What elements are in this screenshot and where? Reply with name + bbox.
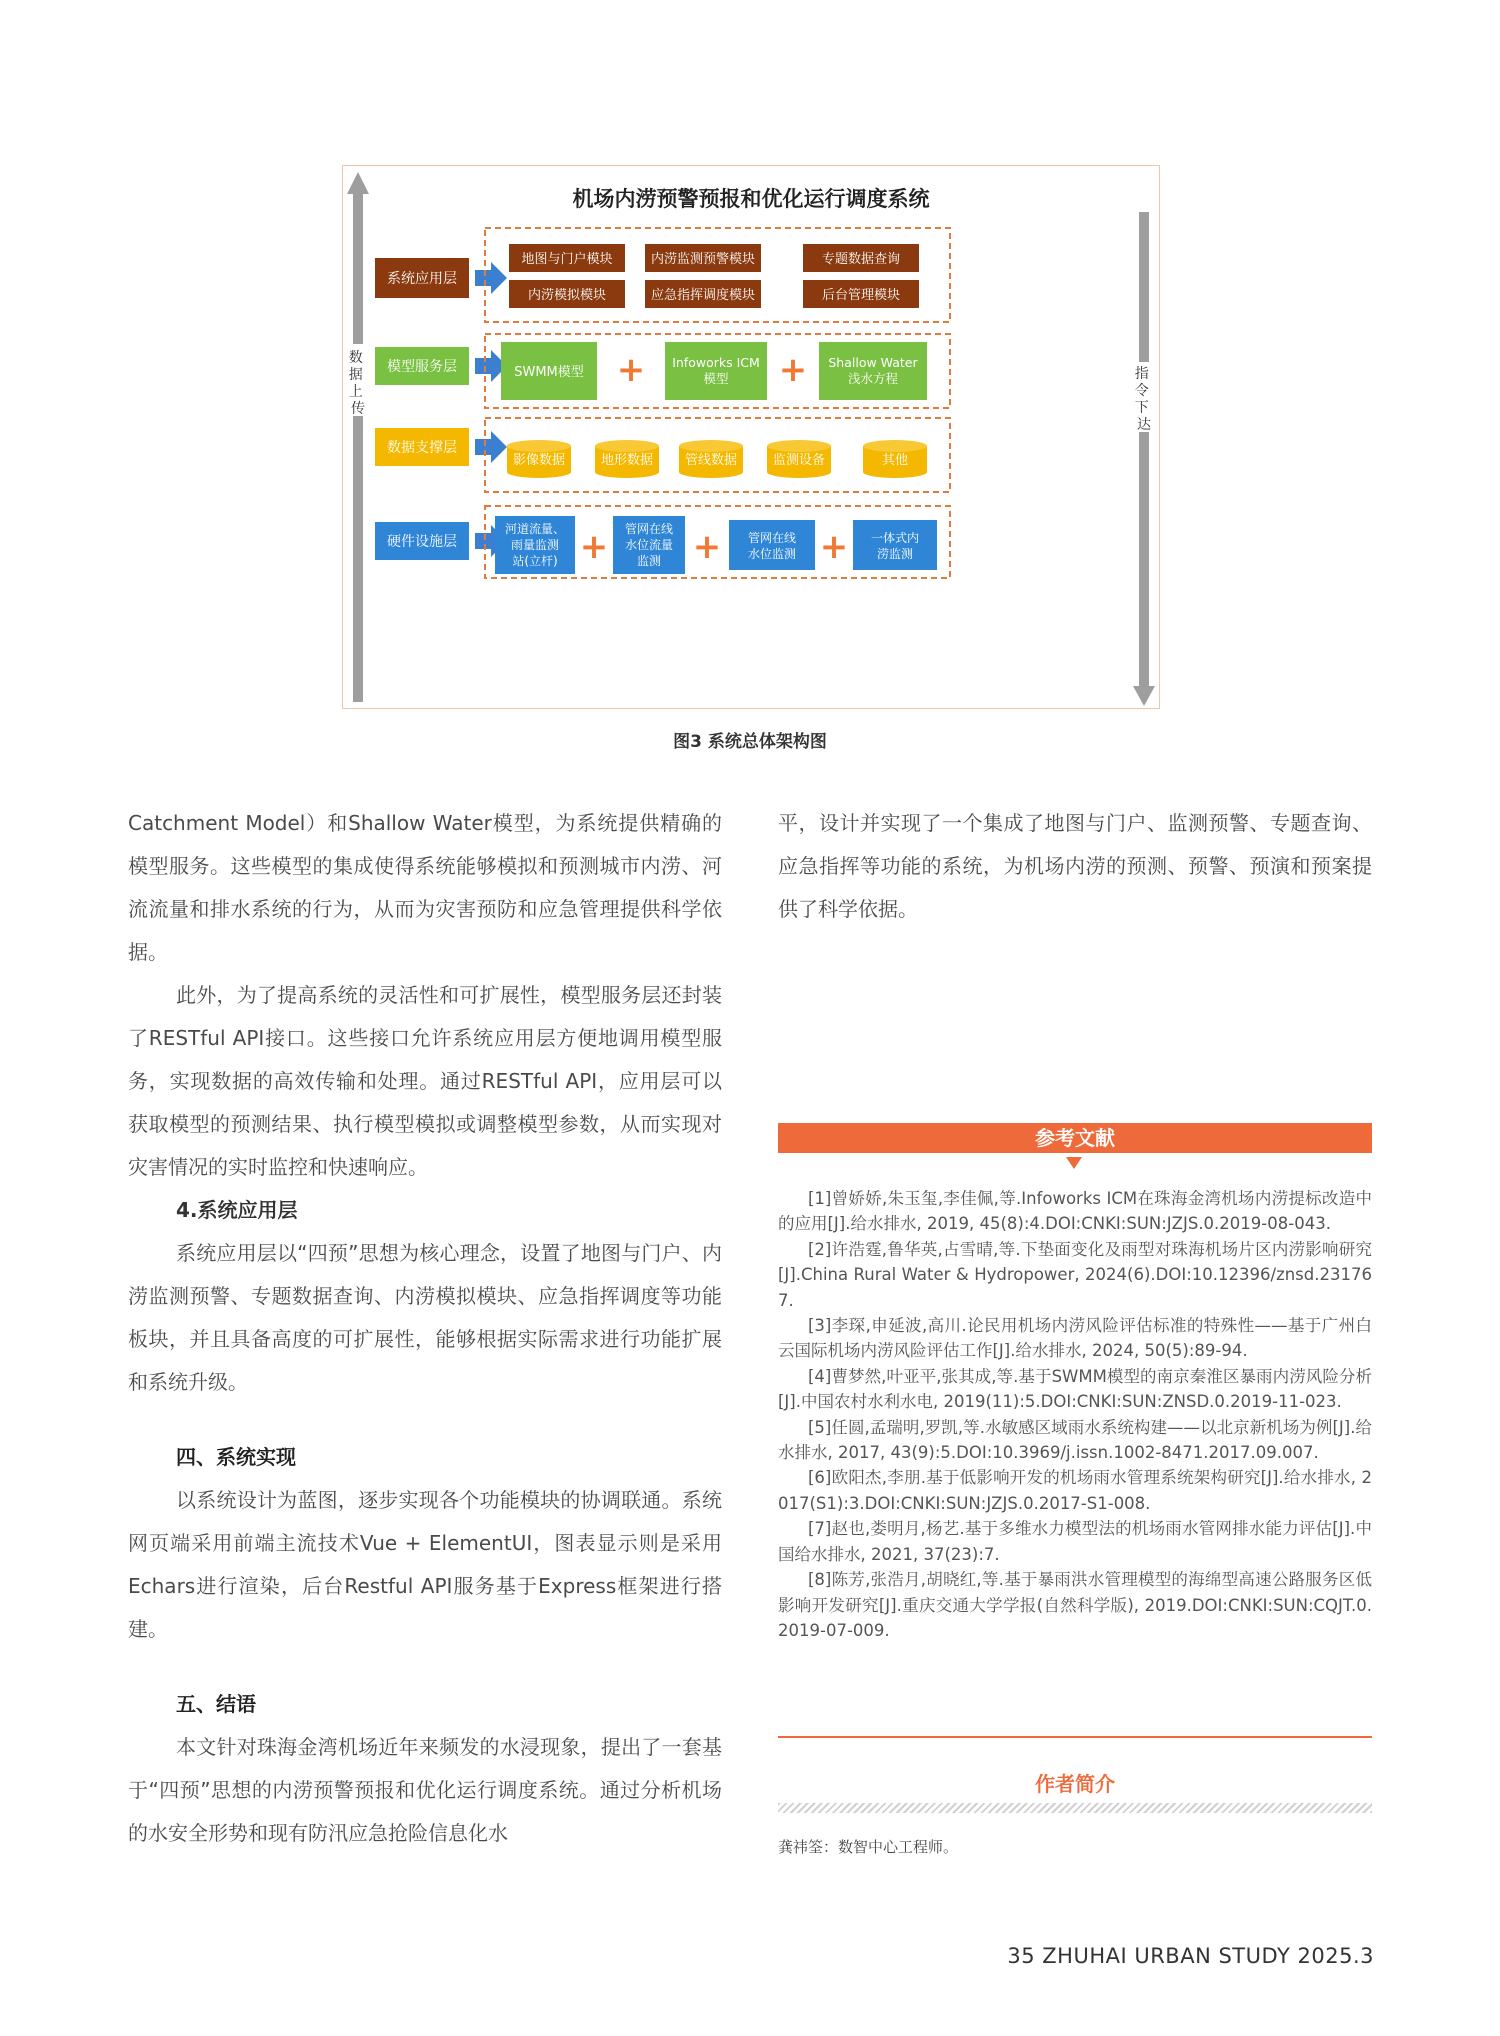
hardware-items: [495, 516, 937, 574]
models: [501, 342, 927, 400]
data-item: 其他: [881, 453, 909, 468]
references-title: 参考文献: [778, 1123, 1372, 1153]
paragraph: 本文针对珠海金湾机场近年来频发的水浸现象，提出了一套基于“四预”思想的内涝预警预报和优化运行调度系统。通过分析机场的水安全形势和现有防汛应急抢险信息化水: [128, 1735, 722, 1845]
data-item: 管线数据: [684, 453, 738, 468]
plus-icon: +: [579, 527, 609, 567]
data-item: 监测设备: [772, 453, 826, 468]
architecture-figure: [342, 165, 1160, 709]
data-cylinder: [507, 440, 571, 478]
paragraph: Catchment Model）和Shallow Water模型，为系统提供精确的模型服务。这些模型的集成使得系统能够模拟和预测城市内涝、河流流量和排水系统的行为，从而为灾害预防和应急管理提供科学依据。: [128, 811, 722, 964]
app-module: 地图与门户模块: [521, 252, 613, 267]
triangle-down-icon: [1066, 1157, 1082, 1169]
reference-item: [7]赵也,娄明月,杨艺.基于多维水力模型法的机场雨水管网排水能力评估[J].中国给水排水, 2021, 37(23):7.: [778, 1519, 1372, 1564]
data-cylinder: [679, 440, 743, 478]
layer-hardware-label: 硬件设施层: [387, 534, 457, 550]
page-footer: 35 ZHUHAI URBAN STUDY 2025.3: [1007, 1944, 1374, 1968]
reference-item: [3]李琛,申延波,高川.论民用机场内涝风险评估标准的特殊性——基于广州白云国际机场内涝风险评估工作[J].给水排水, 2024, 50(5):89-94.: [778, 1316, 1372, 1361]
data-cylinder: [767, 440, 831, 478]
data-item: 地形数据: [600, 453, 654, 468]
arrow-data: [475, 431, 507, 463]
figure-caption: 图3 系统总体架构图: [673, 732, 827, 752]
command-issue-arrow: [1133, 212, 1155, 706]
layer-data-label: 数据支撑层: [387, 440, 457, 456]
reference-item: [8]陈芳,张浩月,胡晓红,等.基于暴雨洪水管理模型的海绵型高速公路服务区低影响开发研究[J].重庆交通大学学报(自然科学版), 2019.DOI:CNKI:SUN:CQJT.0.2019-07-009.: [778, 1570, 1372, 1640]
data-upload-label: 数 据 上 传: [348, 350, 365, 417]
reference-item: [4]曹梦然,叶亚平,张其成,等.基于SWMM模型的南京秦淮区暴雨内涝风险分析[J].中国农村水利水电, 2019(11):5.DOI:CNKI:SUN:ZNSD.0.2019-11-023.: [778, 1366, 1372, 1412]
layer-app-label: 系统应用层: [387, 271, 457, 287]
command-issue-label: 指 令 下 达: [1134, 366, 1151, 433]
paragraph: 此外，为了提高系统的灵活性和可扩展性，模型服务层还封装了RESTful API接口。这些接口允许系统应用层方便地调用模型服务，实现数据的高效传输和处理。通过RESTful API，应用层可以获取模型的预测结果、执行模型模拟或调整模型参数，从而实现对灾害情况的实时监控和快速响应。: [128, 983, 722, 1179]
model-shallow-water: Shallow Water 浅水方程: [828, 355, 918, 386]
paragraph: 平，设计并实现了一个集成了地图与门户、监测预警、专题查询、应急指挥等功能的系统，为机场内涝的预测、预警、预演和预案提供了科学依据。: [778, 811, 1372, 921]
subsection-heading: 4.系统应用层: [176, 1198, 298, 1222]
layer-app: [375, 258, 469, 298]
data-cylinder: [863, 440, 927, 478]
architecture-diagram: [343, 166, 1159, 708]
left-column: [128, 802, 722, 1855]
layer-data: [375, 428, 469, 466]
layer-hardware: [375, 522, 469, 560]
reference-item: [2]许浩霆,鲁华英,占雪晴,等.下垫面变化及雨型对珠海机场片区内涝影响研究[J].China Rural Water & Hydropower, 2024(6).DOI:10.12396/znsd.231767.: [778, 1239, 1372, 1310]
reference-item: [5]任圆,孟瑞明,罗凯,等.水敏感区域雨水系统构建——以北京新机场为例[J].给水排水, 2017, 43(9):5.DOI:10.3969/j.issn.1002-8471.2017.09.007.: [778, 1417, 1372, 1463]
right-column: [778, 802, 1372, 931]
hardware-item: 管网在线水位流量监测: [624, 522, 674, 568]
section-heading: 五、结语: [176, 1692, 256, 1716]
arrow-app: [475, 262, 507, 294]
layer-arrows: [475, 262, 507, 557]
hardware-item: 管网在线水位监测: [747, 531, 797, 561]
app-module: 内涝监测预警模块: [650, 252, 756, 267]
author-title: 作者简介: [1035, 1772, 1115, 1796]
figure-title: 机场内涝预警预报和优化运行调度系统: [572, 186, 930, 211]
divider: [778, 1736, 1372, 1738]
layer-model-label: 模型服务层: [387, 359, 457, 375]
app-module: 后台管理模块: [821, 288, 901, 303]
data-items: [507, 440, 927, 478]
plus-icon: +: [692, 527, 722, 567]
plus-icon: +: [778, 350, 808, 390]
model-swmm: SWMM模型: [514, 365, 584, 380]
paragraph: 以系统设计为蓝图，逐步实现各个功能模块的协调联通。系统网页端采用前端主流技术Vue + ElementUI，图表显示则是采用Echars进行渲染，后台Restful API服务基于Express框架进行搭建。: [128, 1488, 722, 1641]
data-upload-arrow: [347, 172, 369, 702]
hardware-item: 河道流量、雨量监测站(立杆): [504, 522, 566, 568]
layer-model: [375, 347, 469, 385]
reference-item: [6]欧阳杰,李朋.基于低影响开发的机场雨水管理系统架构研究[J].给水排水, 2017(S1):3.DOI:CNKI:SUN:JZJS.0.2017-S1-008.: [778, 1468, 1372, 1513]
plus-icon: +: [819, 527, 849, 567]
app-module: 内涝模拟模块: [527, 288, 607, 303]
section-heading: 四、系统实现: [176, 1445, 296, 1469]
app-module: 应急指挥调度模块: [650, 288, 756, 303]
hardware-item: 一体式内涝监测: [870, 531, 920, 561]
plus-icon: +: [616, 350, 646, 390]
app-module: 专题数据查询: [821, 252, 901, 267]
references-list: [778, 1186, 1372, 1643]
app-modules: [509, 244, 919, 308]
data-item: 影像数据: [512, 453, 566, 468]
paragraph: 系统应用层以“四预”思想为核心理念，设置了地图与门户、内涝监测预警、专题数据查询、内涝模拟模块、应急指挥调度等功能板块，并且具备高度的可扩展性，能够根据实际需求进行功能扩展和系统升级。: [128, 1241, 722, 1394]
data-cylinder: [595, 440, 659, 478]
model-icm: Infoworks ICM 模型: [672, 355, 760, 386]
author-bio: 龚祎筌：数智中心工程师。: [778, 1838, 959, 1856]
reference-item: [1]曾娇娇,朱玉玺,李佳佩,等.Infoworks ICM在珠海金湾机场内涝提标改造中的应用[J].给水排水, 2019, 45(8):4.DOI:CNKI:SUN:JZJS.0.2019-08-043.: [778, 1189, 1372, 1234]
hatch-divider: [778, 1803, 1372, 1813]
